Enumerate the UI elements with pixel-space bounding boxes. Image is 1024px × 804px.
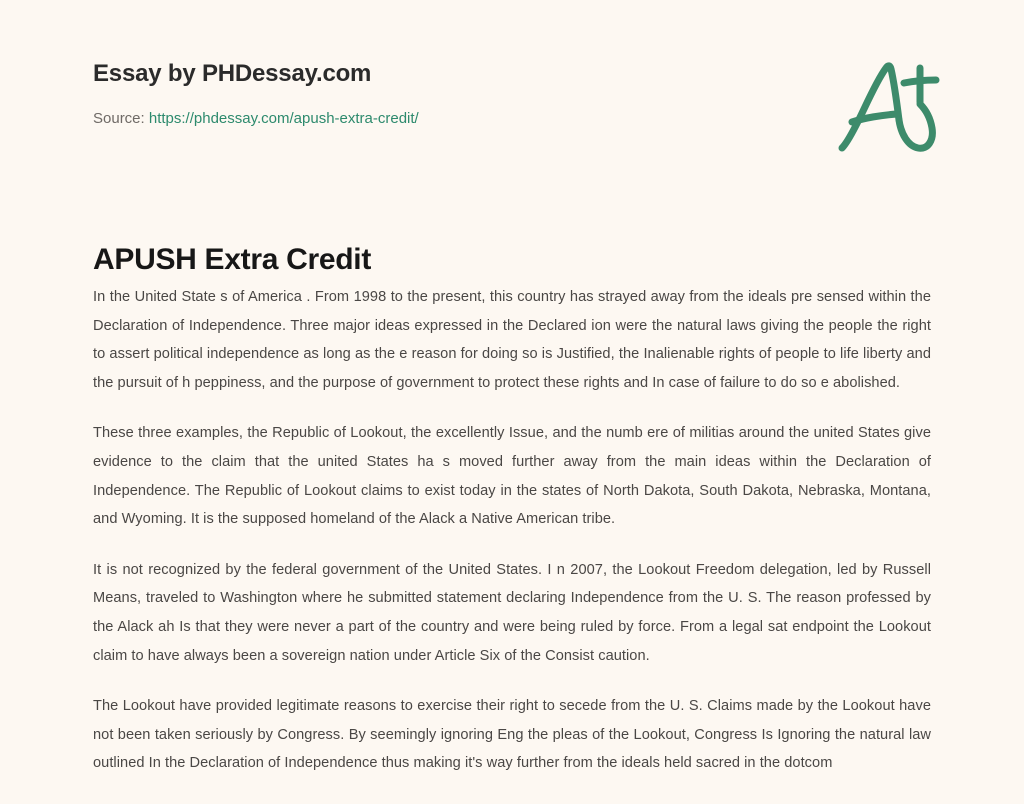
essay-paragraph: It is not recognized by the federal government of the United States. I n 2007, the Lookout Freedom delegation, led by Russell Means, traveled to Washington where he submitted statement declaring Independence from the U. S. The reason professed by the Alack ah Is that they were never a part of the country and were being ruled by force. From a legal sat endpoint the Lookout claim to have always been a sovereign nation under Article Six of the Consist caution. (93, 561, 931, 664)
source-label: Source: (93, 109, 145, 127)
brand-title: Essay by PHDessay.com (93, 60, 372, 87)
page-header (93, 60, 934, 128)
essay-paragraph: These three examples, the Republic of Lookout, the excellently Issue, and the numb ere of militias around the united States give evidence to the claim that the united States ha s moved further away from the main ideas within the Declaration of Independence. The Republic of Lookout claims to exist today in the states of North Dakota, South Dakota, Nebraska, Montana, and Wyoming. It is the supposed homeland of the Alack a Native American tribe. (93, 425, 931, 528)
source-line (93, 109, 934, 129)
a-plus-logo (828, 52, 946, 162)
essay-paragraph: In the United State s of America . From 1998 to the present, this country has strayed away from the ideals pre sensed within the Declaration of Independence. Three major ideas expressed in the Declared ion were the natural laws giving the people the right to assert political independence as long as the e reason for doing so is Justified, the Inalienable rights of people to life liberty and the pursuit of h peppiness, and the purpose of government to protect these rights and In case of failure to do so e abolished. (93, 289, 931, 391)
page-title: APUSH Extra Credit (93, 243, 372, 277)
essay-paragraph: The Lookout have provided legitimate reasons to exercise their right to secede from the U. S. Claims made by the Lookout have not been taken seriously by Congress. By seemingly ignoring Eng the pleas of the Lookout, Congress Is Ignoring the natural law outlined In the Declaration of Independence thus making it's way further from the ideals held sacred in the dotcom (93, 698, 931, 772)
essay-body (93, 283, 931, 778)
source-url-link[interactable]: https://phdessay.com/apush-extra-credit/ (148, 109, 419, 127)
